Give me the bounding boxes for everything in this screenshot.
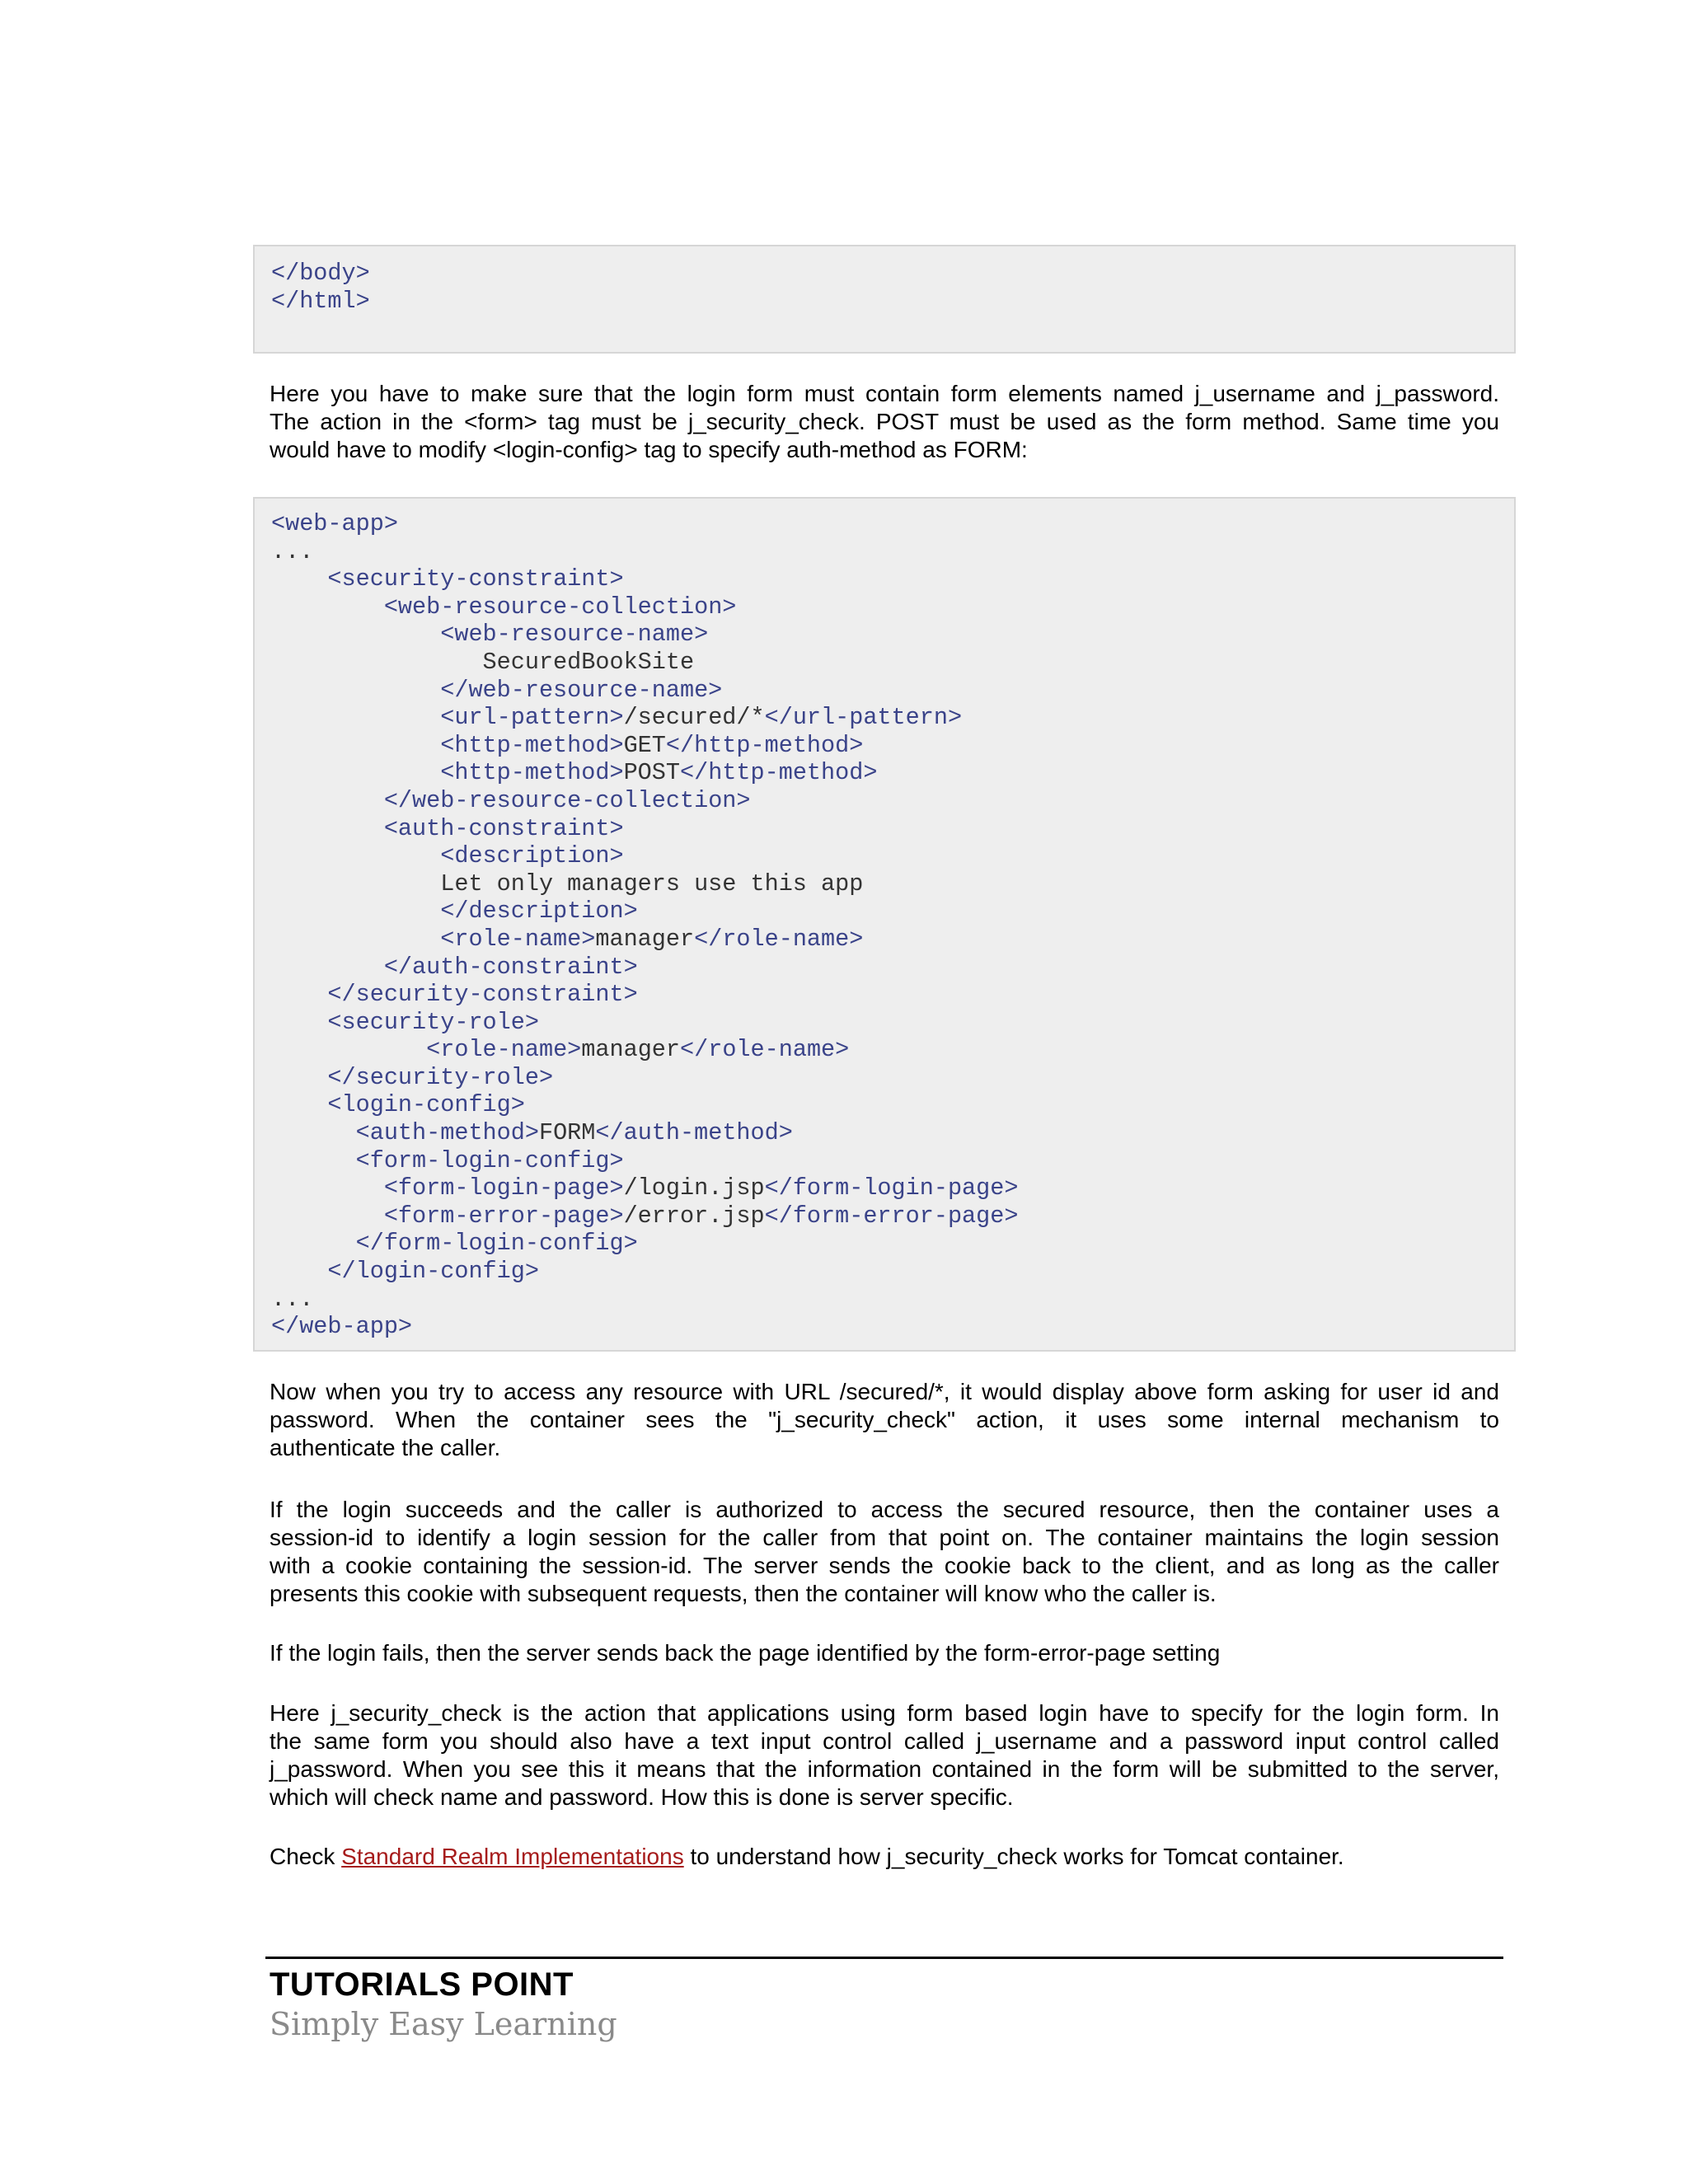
paragraph-line: presents this cookie with subsequent requests, then the container will know who the caller is. — [270, 1581, 1217, 1606]
code-text — [271, 1202, 384, 1230]
paragraph-line: authenticate the caller. — [270, 1435, 501, 1460]
code-line — [271, 649, 1514, 677]
paragraph-login-succeeds — [270, 1496, 1499, 1608]
code-line — [271, 260, 1514, 288]
code-text: ... — [271, 1285, 314, 1313]
paragraph-login-form-requirements — [270, 380, 1499, 464]
code-tag: </auth-constraint> — [383, 953, 638, 981]
code-line — [271, 538, 1514, 566]
paragraph-line: with a cookie containing the session-id. The server sends the cookie back to the client, and as long as the caller — [270, 1553, 1499, 1578]
footer-divider — [265, 1957, 1503, 1959]
code-text — [271, 565, 327, 593]
code-line — [271, 1230, 1514, 1258]
code-text — [271, 1064, 327, 1091]
paragraph-line: Here j_security_check is the action that applications using form based login have to specify for the login form. In — [270, 1700, 1499, 1726]
code-line — [271, 815, 1514, 843]
code-tag: <description> — [440, 842, 624, 870]
code-text — [271, 677, 440, 704]
paragraph-line: If the login fails, then the server sends back the page identified by the form-error-page setting — [270, 1640, 1221, 1666]
code-text: GET — [623, 731, 666, 759]
code-line — [271, 1174, 1514, 1202]
code-line — [271, 1313, 1514, 1341]
code-text: FORM — [538, 1119, 596, 1147]
code-text — [271, 815, 384, 842]
code-line — [271, 898, 1514, 926]
code-text: SecuredBookSite — [271, 648, 695, 676]
code-tag: <http-method> — [440, 759, 624, 787]
code-line — [271, 1009, 1514, 1037]
code-text: /secured/* — [623, 704, 765, 732]
paragraph-line: which will check name and password. How this is done is server specific. — [270, 1784, 1014, 1810]
code-line — [271, 621, 1514, 649]
code-line — [271, 510, 1514, 538]
code-tag: <security-role> — [327, 1008, 539, 1036]
code-tag: </form-login-config> — [355, 1230, 638, 1258]
code-tag: </role-name> — [694, 925, 864, 953]
code-line — [271, 1258, 1514, 1286]
code-tag: <role-name> — [426, 1036, 582, 1064]
code-text — [271, 621, 440, 648]
code-text — [271, 787, 384, 814]
code-text — [271, 1230, 356, 1257]
code-text: Let only managers use this app — [271, 869, 864, 898]
code-text — [271, 1091, 327, 1118]
check-suffix-text: to understand how j_security_check works for Tomcat container. — [683, 1844, 1344, 1869]
code-line — [271, 677, 1514, 705]
code-line — [271, 1036, 1514, 1064]
code-tag: </form-error-page> — [764, 1202, 1019, 1230]
code-text — [271, 1258, 327, 1285]
standard-realm-implementations-link[interactable]: Standard Realm Implementations — [341, 1844, 684, 1869]
footer-tagline: Simply Easy Learning — [270, 2006, 617, 2042]
code-tag: <web-app> — [271, 510, 398, 537]
code-tag: <form-error-page> — [383, 1202, 624, 1230]
code-text — [271, 926, 440, 953]
code-tag: <web-resource-name> — [440, 621, 709, 649]
code-text: ... — [271, 537, 314, 565]
code-text: /login.jsp — [623, 1174, 765, 1202]
paragraph-line: Here you have to make sure that the login form must contain form elements named j_username and j_password. — [270, 381, 1499, 406]
code-tag: </form-login-page> — [764, 1174, 1019, 1202]
code-text — [271, 732, 440, 759]
code-text — [271, 1036, 426, 1063]
paragraph-line: j_password. When you see this it means that the information contained in the form will be submitted to the server, — [270, 1756, 1499, 1782]
paragraph-check-realm — [270, 1843, 1499, 1871]
code-tag: </html> — [271, 287, 370, 315]
code-tag: <login-config> — [327, 1091, 525, 1119]
code-line — [271, 759, 1514, 787]
code-text — [271, 1174, 384, 1202]
code-tag: <security-constraint> — [327, 565, 624, 593]
code-text: manager — [595, 925, 695, 953]
code-tag: <form-login-page> — [383, 1174, 624, 1202]
code-text: manager — [581, 1036, 681, 1064]
code-line — [271, 1064, 1514, 1092]
code-tag: <role-name> — [440, 925, 596, 953]
code-text — [271, 954, 384, 981]
paragraph-line: If the login succeeds and the caller is authorized to access the secured resource, then the container uses a — [270, 1497, 1499, 1522]
code-line — [271, 1091, 1514, 1119]
paragraph-line: the same form you should also have a text input control called j_username and a password input control called — [270, 1728, 1499, 1754]
code-text — [271, 1009, 327, 1036]
code-text: POST — [623, 759, 680, 787]
code-line — [271, 954, 1514, 982]
code-line — [271, 1147, 1514, 1175]
code-line — [271, 1286, 1514, 1314]
code-text — [271, 898, 440, 925]
code-tag: <form-login-config> — [355, 1146, 624, 1174]
code-tag: <auth-constraint> — [383, 814, 624, 842]
code-text — [271, 593, 384, 621]
code-tag: </auth-method> — [595, 1119, 793, 1147]
paragraph-login-fails — [270, 1639, 1499, 1667]
code-tag: <web-resource-collection> — [383, 593, 737, 621]
check-prefix-text: Check — [270, 1844, 342, 1869]
paragraph-line: Now when you try to access any resource with URL /secured/*, it would display above form asking for user id and — [270, 1379, 1499, 1404]
code-text — [271, 759, 440, 786]
code-tag: </web-resource-collection> — [383, 786, 751, 814]
code-text — [271, 704, 440, 731]
code-tag: </http-method> — [680, 759, 878, 787]
paragraph-j-security-check — [270, 1699, 1499, 1811]
code-line — [271, 1202, 1514, 1230]
code-line — [271, 565, 1514, 593]
code-tag: <http-method> — [440, 731, 624, 759]
code-text — [271, 1119, 356, 1146]
code-text — [271, 981, 327, 1008]
code-block-html-end — [253, 245, 1516, 354]
code-line — [271, 926, 1514, 954]
code-tag: </web-app> — [271, 1313, 413, 1341]
code-line — [271, 981, 1514, 1009]
code-tag: </security-role> — [327, 1063, 554, 1091]
code-text — [271, 842, 440, 869]
code-tag: </description> — [440, 898, 638, 926]
footer-brand-title: TUTORIALS POINT — [270, 1966, 574, 2003]
code-line — [271, 593, 1514, 621]
code-tag: </http-method> — [665, 731, 864, 759]
code-tag: </body> — [271, 260, 370, 287]
code-line — [271, 787, 1514, 815]
code-tag: </url-pattern> — [764, 704, 963, 732]
code-line — [271, 1119, 1514, 1147]
code-tag: <url-pattern> — [440, 704, 624, 732]
code-text: /error.jsp — [623, 1202, 765, 1230]
code-block-web-xml — [253, 497, 1516, 1352]
code-tag: <auth-method> — [355, 1119, 539, 1147]
paragraph-line: would have to modify <login-config> tag to specify auth-method as FORM: — [270, 437, 1028, 462]
code-tag: </security-constraint> — [327, 981, 638, 1009]
paragraph-line: password. When the container sees the "j_security_check" action, it uses some internal mechanism to — [270, 1407, 1499, 1432]
paragraph-access-secured — [270, 1378, 1499, 1462]
code-line — [271, 732, 1514, 760]
paragraph-line: session-id to identify a login session for the caller from that point on. The container maintains the login session — [270, 1525, 1499, 1550]
code-text — [271, 1147, 356, 1174]
code-tag: </login-config> — [327, 1258, 539, 1286]
code-line — [271, 288, 1514, 316]
paragraph-line: The action in the <form> tag must be j_security_check. POST must be used as the form method. Same time you — [270, 409, 1499, 434]
code-tag: </web-resource-name> — [440, 676, 723, 704]
code-line — [271, 870, 1514, 898]
code-line — [271, 704, 1514, 732]
code-line — [271, 842, 1514, 870]
code-tag: </role-name> — [680, 1036, 850, 1064]
